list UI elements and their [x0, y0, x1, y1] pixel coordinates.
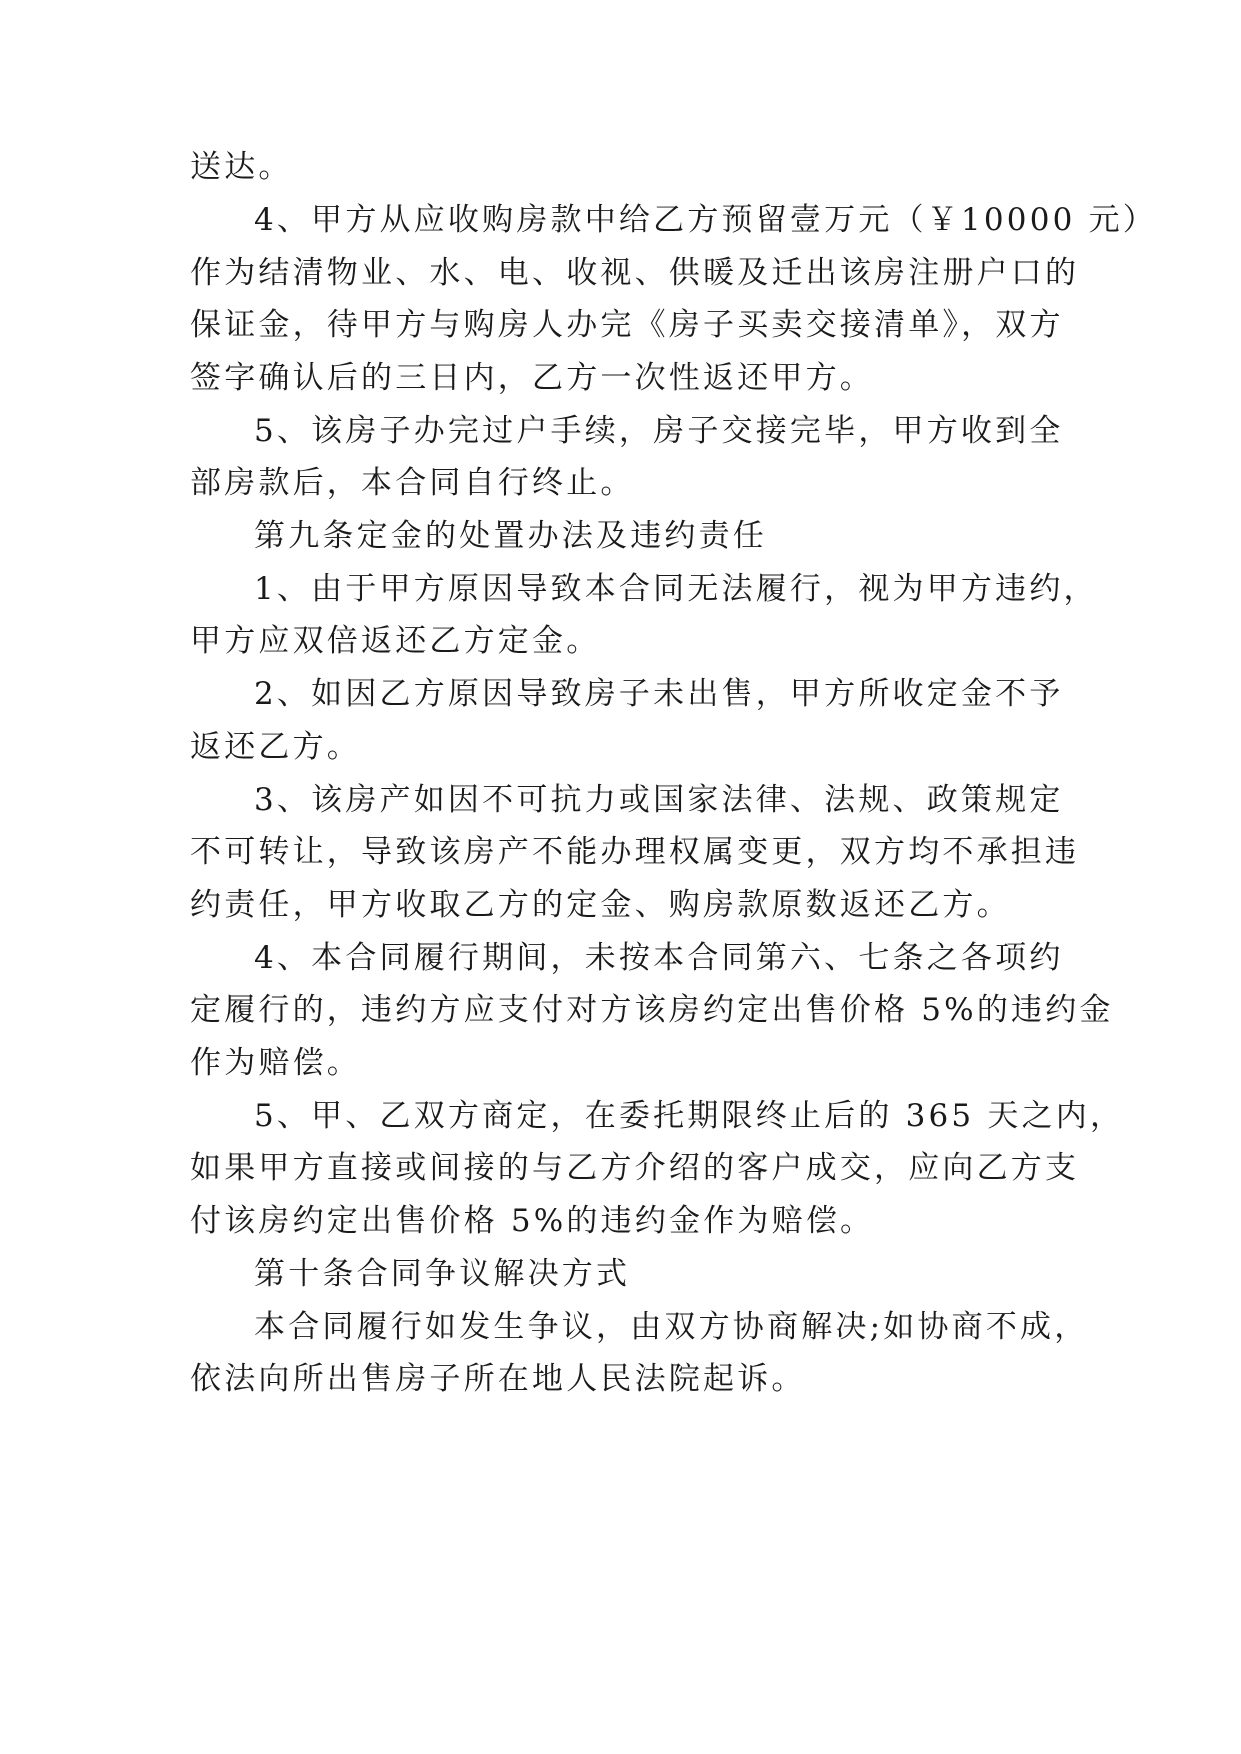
text-line: 作为赔偿。 — [190, 1045, 361, 1081]
section-heading: 第九条定金的处置办法及违约责任 — [254, 518, 767, 554]
text-line: 依法向所出售房子所在地人民法院起诉。 — [190, 1361, 806, 1397]
text-line: 如果甲方直接或间接的与乙方介绍的客户成交，应向乙方支 — [190, 1150, 1080, 1186]
text-line: 甲方应双倍返还乙方定金。 — [190, 623, 601, 659]
text-line: 作为结清物业、水、电、收视、供暖及迁出该房注册户口的 — [190, 255, 1080, 291]
text-line: 保证金，待甲方与购房人办完《房子买卖交接清单》，双方 — [190, 307, 1064, 343]
text-line: 3、该房产如因不可抗力或国家法律、法规、政策规定 — [254, 782, 1064, 818]
text-line: 返还乙方。 — [190, 729, 361, 765]
text-line: 4、甲方从应收购房款中给乙方预留壹万元（￥10000 元） — [254, 202, 1157, 238]
text-line: 约责任，甲方收取乙方的定金、购房款原数返还乙方。 — [190, 887, 1011, 923]
text-line: 本合同履行如发生争议，由双方协商解决;如协商不成， — [254, 1309, 1089, 1345]
text-line: 签字确认后的三日内，乙方一次性返还甲方。 — [190, 360, 874, 396]
text-line: 1、由于甲方原因导致本合同无法履行，视为甲方违约， — [254, 571, 1098, 607]
text-line: 部房款后，本合同自行终止。 — [190, 465, 635, 501]
section-heading: 第十条合同争议解决方式 — [254, 1256, 631, 1292]
text-line: 5、甲、乙双方商定，在委托期限终止后的 365 天之内， — [254, 1098, 1125, 1134]
text-line: 定履行的，违约方应支付对方该房约定出售价格 5%的违约金 — [190, 992, 1114, 1028]
text-line: 不可转让，导致该房产不能办理权属变更，双方均不承担违 — [190, 834, 1080, 870]
text-line: 5、该房子办完过户手续，房子交接完毕，甲方收到全 — [254, 413, 1064, 449]
text-line: 4、本合同履行期间，未按本合同第六、七条之各项约 — [254, 940, 1064, 976]
text-line: 付该房约定出售价格 5%的违约金作为赔偿。 — [190, 1203, 875, 1239]
text-line: 送达。 — [190, 149, 293, 185]
text-line: 2、如因乙方原因导致房子未出售，甲方所收定金不予 — [254, 676, 1064, 712]
